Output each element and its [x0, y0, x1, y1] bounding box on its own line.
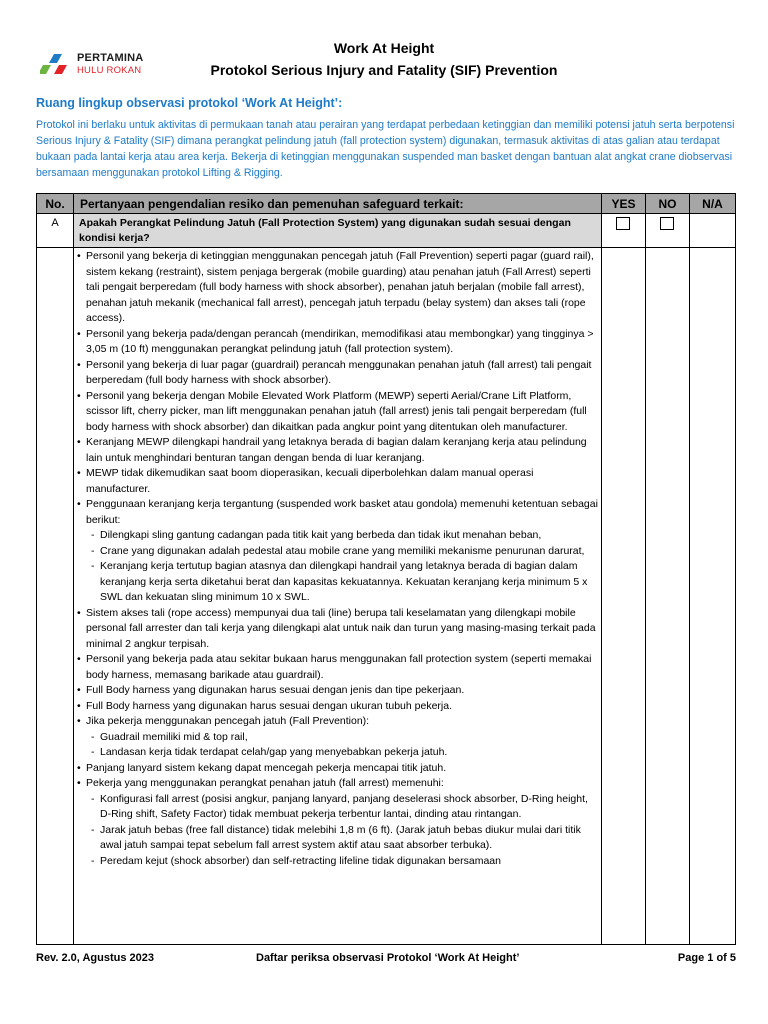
checklist-table — [36, 193, 736, 945]
logo-subtitle: HULU ROKAN — [77, 65, 142, 76]
yes-checkbox[interactable] — [616, 217, 630, 230]
section-letter: A — [37, 214, 74, 247]
sub-item: - Crane yang digunakan adalah pedestal atau mobile crane yang memiliki mekanisme penurunan darurat, — [76, 544, 599, 560]
footer-document-name: Daftar periksa observasi Protokol ‘Work At Height’ — [256, 952, 520, 964]
criteria-yes-cell — [602, 248, 646, 944]
logo-name: PERTAMINA — [77, 52, 144, 64]
document-subtitle: Protokol Serious Injury and Fatality (SIF) Prevention — [210, 62, 558, 78]
no-cell — [646, 214, 690, 247]
page-number: Page 1 of 5 — [677, 952, 736, 964]
sub-item: - Peredam kejut (shock absorber) dan self-retracting lifeline tidak digunakan bersamaan — [76, 854, 599, 870]
sub-item: - Landasan kerja tidak terdapat celah/gap yang menyebabkan pekerja jatuh. — [76, 745, 599, 761]
sub-item: - Konfigurasi fall arrest (posisi angkur, panjang lanyard, panjang deselerasi shock absorber, D-Ring height, D-Ring shift, Safety Factor) tidak membuat pekerja terbentur lantai, dinding atau rintangan. — [76, 792, 599, 823]
list-item: • Personil yang bekerja dengan Mobile Elevated Work Platform (MEWP) seperti Aerial/Crane Lift Platform, scissor lift, cherry picker, man lift menggunakan penahan jatuh (fall arrest) jenis tali pengait berperedam (full body harness with shock absorber) dan dikaitkan pada angkur point yang ditentukan oleh manufacturer. — [76, 389, 599, 436]
list-item: • Keranjang MEWP dilengkapi handrail yang letaknya berada di bagian dalam keranjang kerja atau pelindung lain untuk menghindari benturan tangan dengan benda di luar keranjang. — [76, 435, 599, 466]
sub-item: - Jarak jatuh bebas (free fall distance) tidak melebihi 1,8 m (6 ft). (Jarak jatuh bebas diukur mulai dari titik awal jatuh sampai tepat sebelum fall arrest system aktif atau saat absorber terbuka). — [76, 823, 599, 854]
list-item: • Jika pekerja menggunakan pencegah jatuh (Fall Prevention): — [76, 714, 599, 730]
section-question: Apakah Perangkat Pelindung Jatuh (Fall Protection System) yang digunakan sudah sesuai dengan kondisi kerja? — [74, 214, 602, 247]
criteria-list — [76, 249, 599, 869]
scope-heading: Ruang lingkup observasi protokol ‘Work At Height’: — [36, 96, 343, 110]
page-header — [0, 0, 768, 90]
yes-cell — [602, 214, 646, 247]
list-item: • Full Body harness yang digunakan harus sesuai dengan jenis dan tipe pekerjaan. — [76, 683, 599, 699]
header-no: No. — [37, 194, 74, 213]
na-cell — [690, 214, 735, 247]
table-row-criteria — [37, 248, 735, 944]
sub-item: - Dilengkapi sling gantung cadangan pada titik kait yang berbeda dan tidak ikut menahan beban, — [76, 528, 599, 544]
header-question: Pertanyaan pengendalian resiko dan pemenuhan safeguard terkait: — [74, 194, 602, 213]
header-no-answer: NO — [646, 194, 690, 213]
page-footer — [36, 952, 736, 968]
header-na: N/A — [702, 196, 723, 211]
criteria-no-cell — [37, 248, 74, 944]
list-item: • Pekerja yang menggunakan perangkat penahan jatuh (fall arrest) memenuhi: — [76, 776, 599, 792]
sub-item: - Keranjang kerja tertutup bagian atasnya dan dilengkapi handrail yang letaknya berada di bagian dalam keranjang kerja serta diketahui berat dan kapasitas kekuatannya. Kekuatan keranjang kerja minimum 5 x SWL dan kekuatan sling minimum 10 x SWL. — [76, 559, 599, 606]
list-item: • Personil yang bekerja di luar pagar (guardrail) perancah menggunakan penahan jatuh (fall arrest) tali pengait berperedam (full body harness with shock absorber). — [76, 358, 599, 389]
list-item: • Personil yang bekerja pada atau sekitar bukaan harus menggunakan fall protection system (seperti memakai body harness, memasang barikade atau guardrail). — [76, 652, 599, 683]
list-item: • Full Body harness yang digunakan harus sesuai dengan ukuran tubuh pekerja. — [76, 699, 599, 715]
no-checkbox[interactable] — [660, 217, 674, 230]
sub-item: - Guadrail memiliki mid & top rail, — [76, 730, 599, 746]
scope-description: Protokol ini berlaku untuk aktivitas di permukaan tanah atau perairan yang terdapat perbedaan ketinggian dan memiliki potensi jatuh serta berpotensi Serious Injury & Fatality (SIF) dimana perangkat pelindung jatuh (fall protection system) digunakan, termasuk aktivitas di atas galian atau terdapat bukaan pada lantai kerja atau area kerja. Bekerja di ketinggian menggunakan suspended man basket dengan bantuan alat angkat crane diobservasi bersamaan menggunakan protokol Lifting & Rigging. — [36, 119, 735, 179]
list-item: • Penggunaan keranjang kerja tergantung (suspended work basket atau gondola) memenuhi ketentuan sebagai berikut: — [76, 497, 599, 528]
table-row-section-a — [37, 214, 735, 248]
list-item: • Personil yang bekerja di ketinggian menggunakan pencegah jatuh (Fall Prevention) seperti pagar (guard rail), sistem kekang (restraint), sistem penjaga bergerak (mobile guarding) atau penahan jatuh (Fall Arrest) seperti tali pengait berperedam (full body harness with shock absorber), penahan jatuh berjalan (mobile fall arrest), penahan jatuh mekanik (mechanical fall arrest), pencegah jatuh terpadu (belay system) dan akses tali (rope access). — [76, 249, 599, 327]
list-item: • Sistem akses tali (rope access) mempunyai dua tali (line) berupa tali keselamatan yang dilengkapi mobile personal fall arrester dan tali kerja yang dilengkapi alat untuk naik dan turun yang masing-masing terkait pada minimal 2 angkur terpisah. — [76, 606, 599, 653]
list-item: • MEWP tidak dikemudikan saat boom dioperasikan, kecuali diperbolehkan dalam manual operasi manufacturer. — [76, 466, 599, 497]
table-header-row — [37, 194, 735, 214]
criteria-no-answer-cell — [646, 248, 690, 944]
header-yes: YES — [602, 194, 646, 213]
document-title: Work At Height — [333, 40, 435, 56]
list-item: • Personil yang bekerja pada/dengan perancah (mendirikan, memodifikasi atau membongkar) yang tingginya > 3,05 m (10 ft) menggunakan perangkat pelindung jatuh (fall protection system). — [76, 327, 599, 358]
list-item: • Panjang lanyard sistem kekang dapat mencegah pekerja mencapai titik jatuh. — [76, 761, 599, 777]
criteria-na-cell — [690, 248, 735, 944]
revision-label: Rev. 2.0, Agustus 2023 — [36, 952, 154, 964]
